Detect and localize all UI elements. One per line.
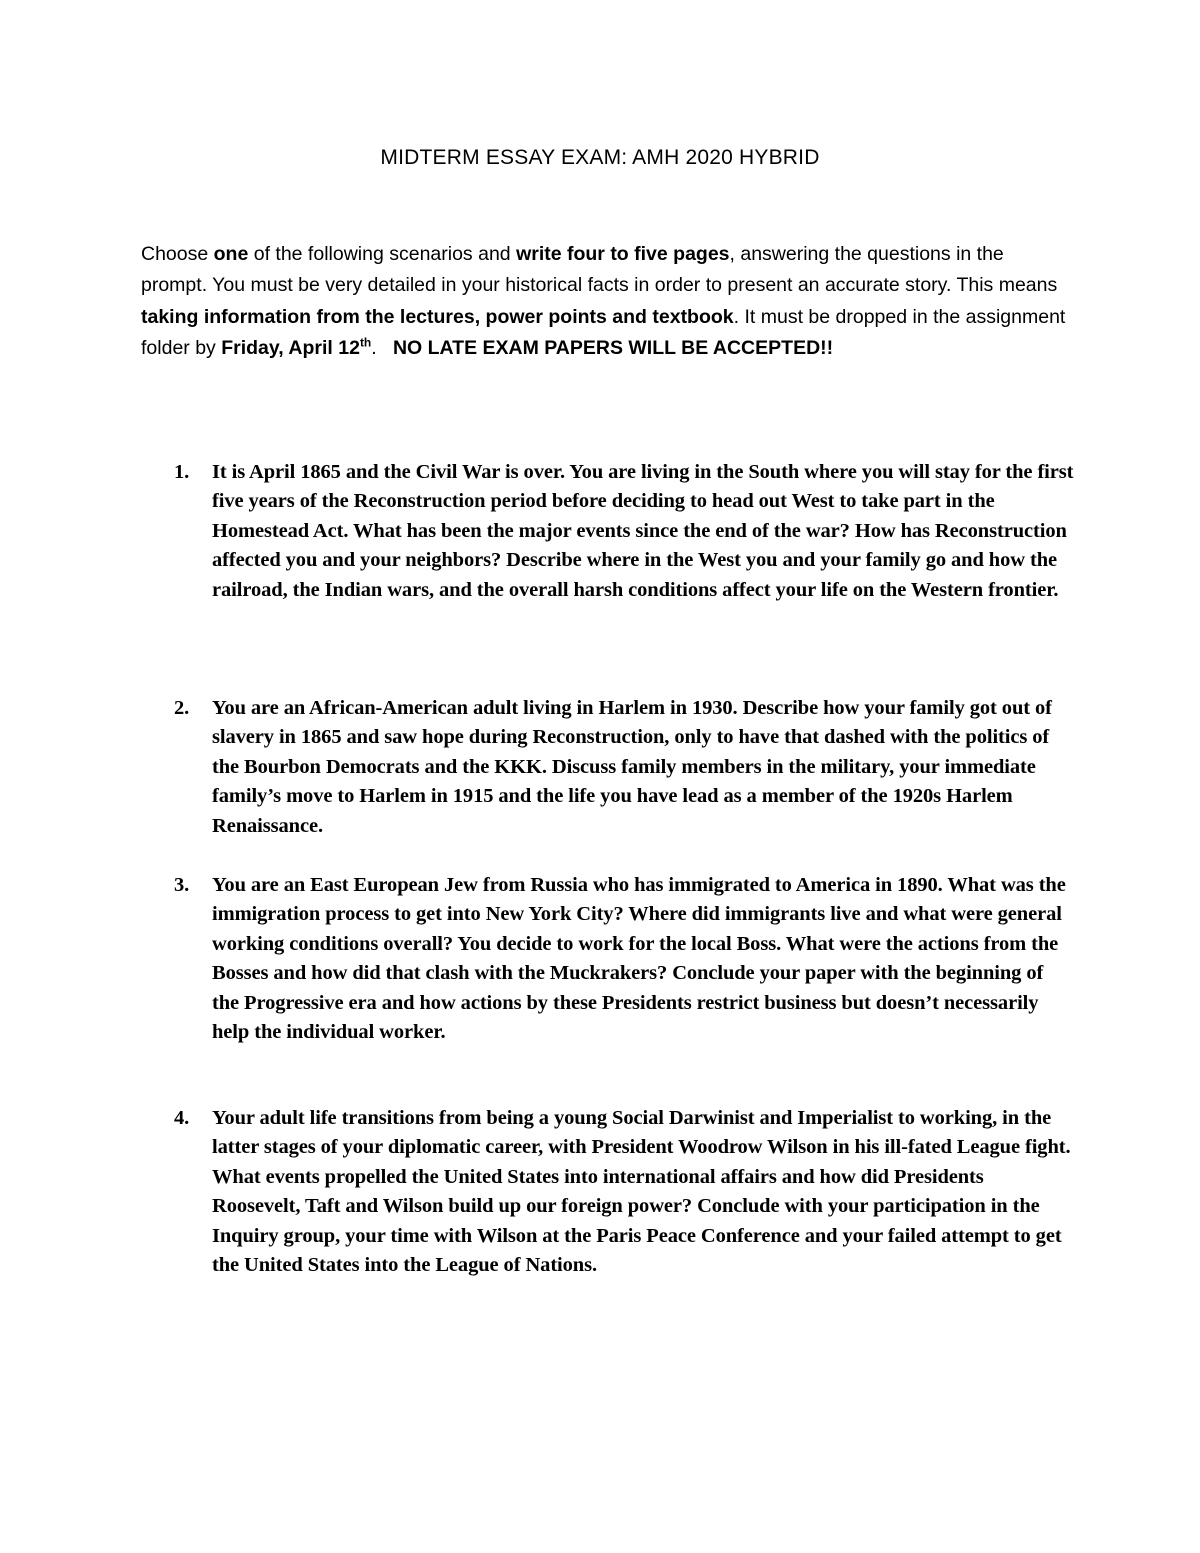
scenario-number: 3. [174,874,190,896]
exam-title: MIDTERM ESSAY EXAM: AMH 2020 HYBRID [380,146,820,169]
intro-text-3: , answering the questions in the prompt. You must be very detailed in your historical facts in order to present an accurate story. This means [141,243,1058,297]
due-date-text: Friday, April 12 [221,336,360,359]
scenario-number: 2. [174,697,190,719]
list-item [174,871,1074,1047]
intro-emphasis-one: one [213,243,249,265]
scenario-number: 4. [174,1107,190,1129]
scenario-prompt: You are an East European Jew from Russia who has immigrated to America in 1890. What was the immigration process to get into New York City? Where did immigrants live and what were general working conditions overall? You decide to work for the local Boss. What were the actions from the Bosses and how did that clash with the Muckrakers? Conclude your paper with the beginning of the Progressive era and how actions by these Presidents restrict business but doesn’t necessarily help the individual worker. [212,874,1066,1044]
scenario-prompt: You are an African-American adult living in Harlem in 1930. Describe how your family got out of slavery in 1865 and saw hope during Reconstruction, only to have that dashed with the politics of the Bourbon Democrats and the KKK. Discuss family members in the military, your immediate family’s move to Harlem in 1915 and the life you have lead as a member of the 1920s Harlem Renaissance. [212,697,1052,837]
intro-text-2: of the following scenarios and [248,243,517,265]
due-date-ordinal: th [359,335,372,350]
list-item [174,694,1074,841]
intro-emphasis-page-count: write four to five pages [516,243,730,265]
list-item [174,458,1074,605]
scenario-prompt: It is April 1865 and the Civil War is over. You are living in the South where you will stay for the first five years of the Reconstruction period before deciding to head out West to take part in the Homestead Act. What has been the major events since the end of the war? How has Reconstruction affected you and your neighbors? Describe where in the West you and your family go and how the railroad, the Indian wars, and the overall harsh conditions affect your life on the Western frontier. [212,461,1074,601]
intro-text-4: . It must be dropped in the assignment folder by [141,305,1066,359]
late-policy-warning: NO LATE EXAM PAPERS WILL BE ACCEPTED!! [392,336,834,359]
scenario-prompt: Your adult life transitions from being a young Social Darwinist and Imperialist to working, in the latter stages of your diplomatic career, with President Woodrow Wilson in his ill-fated League fight. What events propelled the United States into international affairs and how did Presidents Roosevelt, Taft and Wilson build up our foreign power? Conclude with your participation in the Inquiry group, your time with Wilson at the Paris Peace Conference and your failed attempt to get the United States into the League of Nations. [212,1107,1071,1277]
list-item [174,1104,1074,1280]
scenario-number: 1. [174,461,190,483]
intro-text-1: Choose [141,243,214,265]
intro-emphasis-sources: taking information from the lectures, power points and textbook [141,305,734,328]
intro-text-5: . [371,336,393,359]
